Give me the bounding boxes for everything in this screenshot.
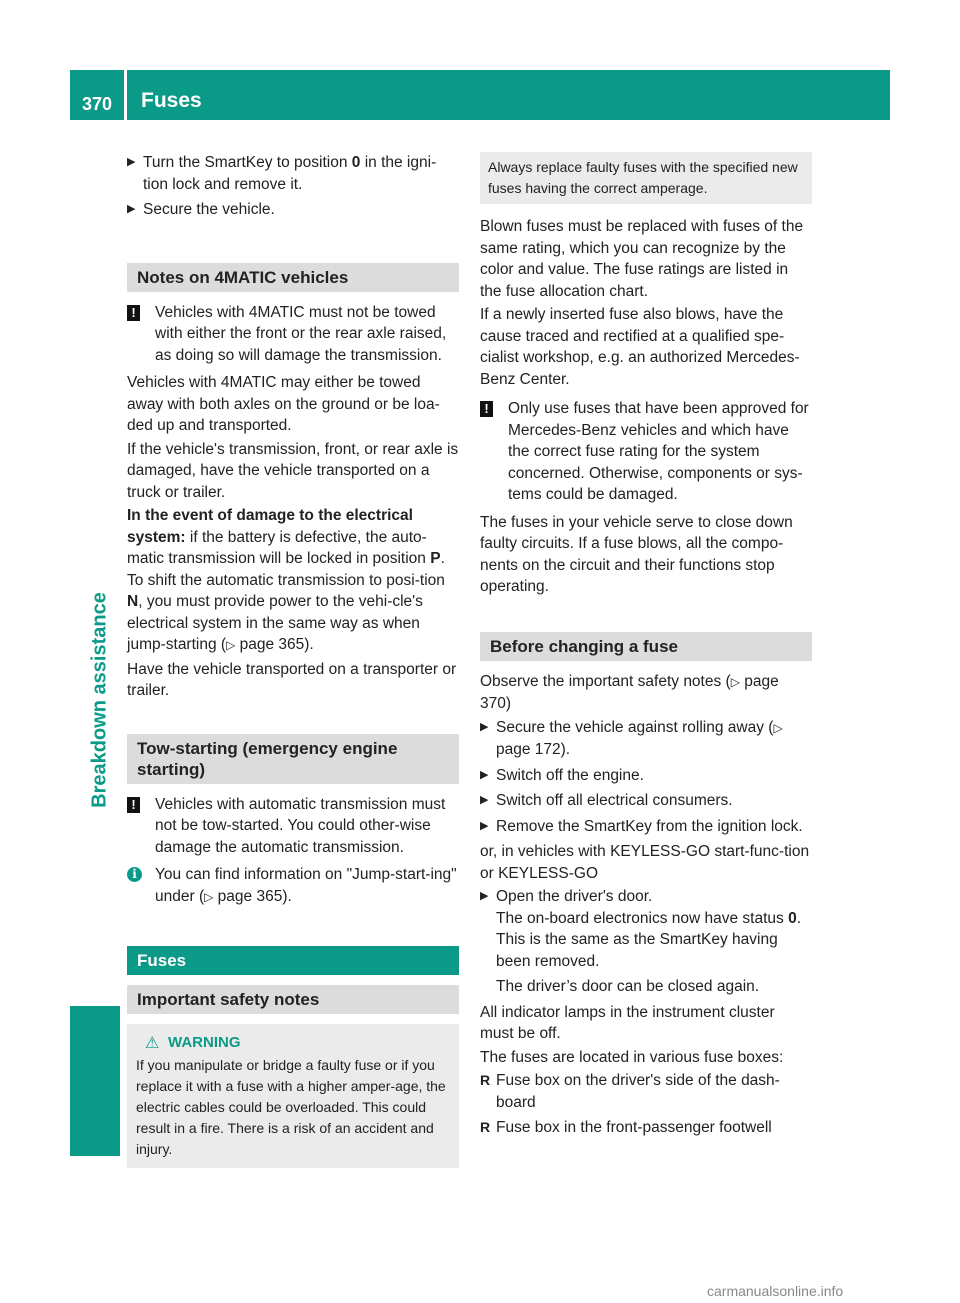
warning-triangle-icon: ⚠ <box>145 1035 160 1052</box>
step-arrow-icon: ▶ <box>127 156 136 168</box>
section-heading-4matic: Notes on 4MATIC vehicles <box>127 263 459 292</box>
page-ref-icon: ▷ <box>204 889 214 904</box>
paragraph: All indicator lamps in the instrument cluster must be off. <box>480 1003 775 1042</box>
info-icon: i <box>127 867 142 882</box>
bullet-r-icon: R <box>480 1119 491 1135</box>
warning-text: If you manipulate or bridge a faulty fuse or if you replace it with a fuse with a higher amper-age, the electric cables could be overloaded. This could result in a fire. There is a risk of an accident and injury. <box>136 1057 446 1157</box>
section-heading-before-changing: Before changing a fuse <box>480 632 812 661</box>
step-arrow-icon: ▶ <box>480 768 489 781</box>
paragraph: Vehicles with 4MATIC may either be towed away with both axles on the ground or be loa-ded up and transported. <box>127 374 440 434</box>
bullet-r-icon: R <box>480 1072 491 1088</box>
step-arrow-icon: ▶ <box>480 819 489 832</box>
header-separator <box>124 70 127 120</box>
warning-box <box>127 1024 459 1168</box>
page-title: Fuses <box>141 89 202 112</box>
list-item: R Fuse box on the driver's side of the dash-board <box>480 1072 780 1111</box>
step-item: ▶ Switch off all electrical consumers. <box>480 790 812 812</box>
section-heading-safety-notes: Important safety notes <box>127 985 459 1014</box>
step-arrow-icon: ▶ <box>480 890 489 902</box>
section-heading-tow-starting: Tow-starting (emergency engine starting) <box>127 734 459 784</box>
paragraph: If the vehicle's transmission, front, or rear axle is damaged, have the vehicle transported on a truck or trailer. <box>127 440 459 501</box>
step-arrow-icon: ▶ <box>480 720 489 733</box>
watermark: carmanualsonline.info <box>707 1283 844 1299</box>
step-arrow-icon: ▶ <box>480 794 489 806</box>
exclamation-icon: ! <box>480 401 493 417</box>
caution-note: ! Only use fuses that have been approved for Mercedes-Benz vehicles and which have the correct fuse rating for the system concerned. Otherwise, components or sys-tems could be damaged. <box>480 398 812 506</box>
paragraph: Blown fuses must be replaced with fuses of the same rating, which you can recognize by the color and value. The fuse ratings are listed in the fuse allocation chart. <box>480 218 804 300</box>
paragraph-electrical-damage: In the event of damage to the electrical system: if the battery is defective, the auto-matic transmission will be locked in position P. To shift the automatic transmission to posi-tion N, you must provide power to the vehi-cle's electrical system in the same way as when jump-starting (▷ page 365). <box>127 507 445 653</box>
side-chapter-label: Breakdown assistance <box>88 592 111 808</box>
paragraph: The fuses are located in various fuse boxes: <box>480 1048 784 1066</box>
step-result: The driver’s door can be closed again. <box>496 978 760 995</box>
step-item: ▶ Turn the SmartKey to position 0 in the igni-tion lock and remove it. <box>127 154 437 193</box>
caution-note: ! Vehicles with automatic transmission must not be tow-started. You could other-wise damage the automatic transmission. <box>127 794 459 859</box>
paragraph: or, in vehicles with KEYLESS-GO start-func-tion or KEYLESS-GO <box>480 843 810 882</box>
warning-title: ⚠ WARNING <box>145 1034 241 1052</box>
section-heading-fuses: Fuses <box>127 946 459 975</box>
paragraph-observe: Observe the important safety notes (▷ page 370) <box>480 672 779 712</box>
right-column <box>480 152 812 1143</box>
exclamation-icon: ! <box>127 797 140 813</box>
step-item: ▶ Remove the SmartKey from the ignition lock. <box>480 816 812 838</box>
step-item: ▶ Secure the vehicle. <box>127 199 459 221</box>
page-ref-icon: ▷ <box>773 720 783 735</box>
side-chapter-tab <box>70 1006 120 1156</box>
exclamation-icon: ! <box>127 305 140 321</box>
step-arrow-icon: ▶ <box>127 203 136 215</box>
info-note: i You can find information on "Jump-start-ing" under (▷ page 365). <box>127 864 459 908</box>
step-item: ▶ Secure the vehicle against rolling away (▷ page 172). <box>480 718 783 758</box>
paragraph: Have the vehicle transported on a transporter or trailer. <box>127 660 457 699</box>
left-column <box>127 152 459 1168</box>
paragraph: The fuses in your vehicle serve to close down faulty circuits. If a fuse blows, all the compo-nents on the circuit and their functions stop operating. <box>480 513 793 595</box>
caution-note: ! Vehicles with 4MATIC must not be towed with either the front or the rear axle raised, as doing so will damage the transmission. <box>127 302 459 367</box>
page-ref-icon: ▷ <box>730 674 740 689</box>
page-number: 370 <box>82 94 113 114</box>
step-item: ▶ Switch off the engine. <box>480 765 812 787</box>
list-item: R Fuse box in the front-passenger footwell <box>480 1117 812 1139</box>
page-ref-icon: ▷ <box>226 638 236 652</box>
step-item: ▶ Open the driver's door. The on-board electronics now have status 0. This is the same as the SmartKey having been removed. The driver’s door can be closed again. <box>480 886 812 998</box>
note-box: Always replace faulty fuses with the specified new fuses having the correct amperage. <box>480 152 812 204</box>
paragraph: If a newly inserted fuse also blows, have the cause traced and rectified at a qualified spe-cialist workshop, e.g. an authorized Mercedes-Benz Center. <box>480 306 800 388</box>
